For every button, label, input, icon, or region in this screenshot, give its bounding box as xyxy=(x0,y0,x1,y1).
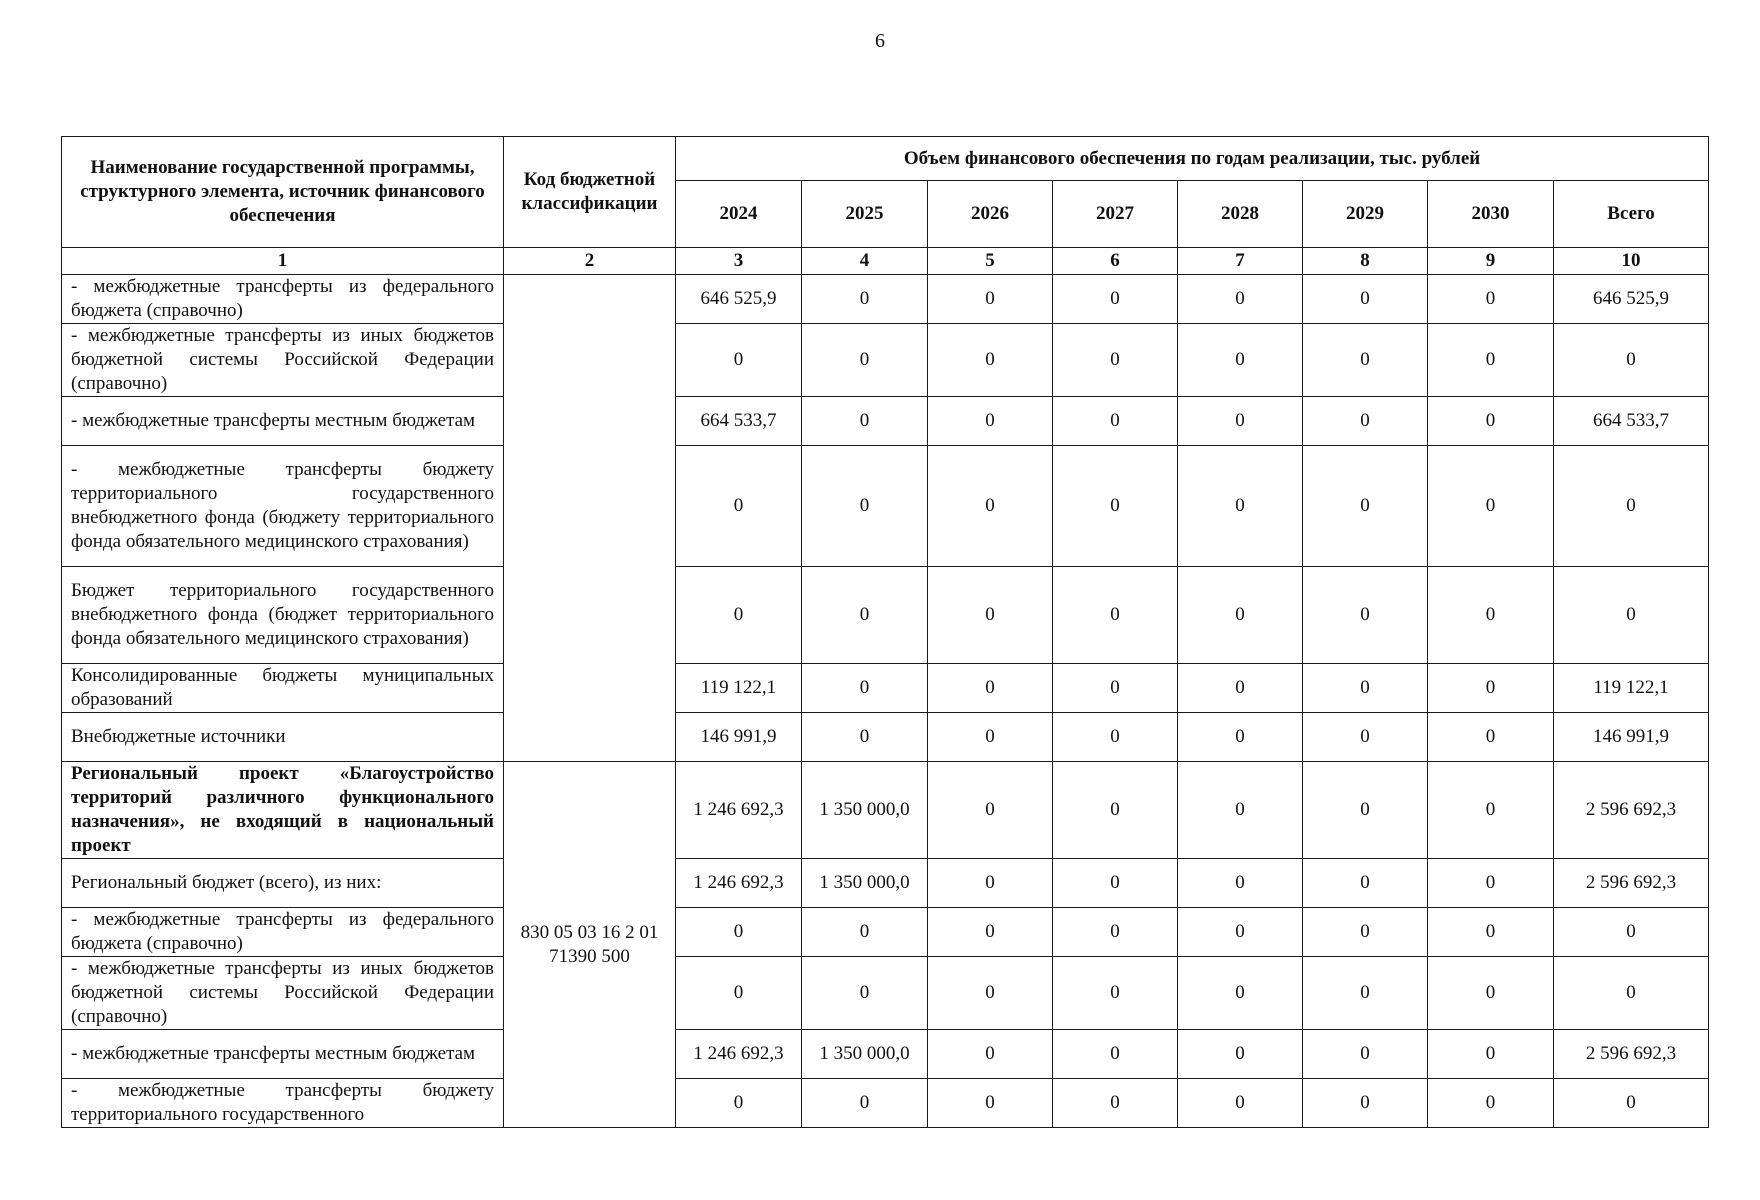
value-cell: 0 xyxy=(928,397,1053,446)
value-cell: 0 xyxy=(928,1030,1053,1079)
row-name: - межбюджетные трансферты из иных бюджетов бюджетной системы Российской Федерации (справочно) xyxy=(62,324,504,397)
total-cell: 0 xyxy=(1554,567,1709,664)
row-name: - межбюджетные трансферты местным бюджетам xyxy=(62,1030,504,1079)
code-cell-empty xyxy=(504,275,676,762)
value-cell: 0 xyxy=(676,957,802,1030)
value-cell: 0 xyxy=(802,275,928,324)
value-cell: 0 xyxy=(676,324,802,397)
total-cell: 2 596 692,3 xyxy=(1554,859,1709,908)
value-cell: 0 xyxy=(1303,446,1428,567)
value-cell: 0 xyxy=(1428,908,1554,957)
value-cell: 0 xyxy=(928,275,1053,324)
value-cell: 0 xyxy=(1053,275,1178,324)
total-cell: 2 596 692,3 xyxy=(1554,762,1709,859)
value-cell: 0 xyxy=(1053,567,1178,664)
value-cell: 0 xyxy=(1428,397,1554,446)
value-cell: 146 991,9 xyxy=(676,713,802,762)
value-cell: 1 246 692,3 xyxy=(676,859,802,908)
value-cell: 0 xyxy=(1053,1079,1178,1128)
value-cell: 0 xyxy=(1303,664,1428,713)
value-cell: 0 xyxy=(1428,567,1554,664)
value-cell: 0 xyxy=(1178,1030,1303,1079)
column-number: 2 xyxy=(504,248,676,275)
value-cell: 0 xyxy=(1178,446,1303,567)
value-cell: 0 xyxy=(1178,324,1303,397)
value-cell: 0 xyxy=(1428,664,1554,713)
total-cell: 0 xyxy=(1554,1079,1709,1128)
column-number: 5 xyxy=(928,248,1053,275)
column-number: 3 xyxy=(676,248,802,275)
total-cell: 0 xyxy=(1554,446,1709,567)
value-cell: 1 246 692,3 xyxy=(676,762,802,859)
row-name: - межбюджетные трансферты из федерального бюджета (справочно) xyxy=(62,275,504,324)
total-cell: 2 596 692,3 xyxy=(1554,1030,1709,1079)
header-year: 2030 xyxy=(1428,181,1554,248)
table-row xyxy=(62,397,1709,446)
total-cell: 146 991,9 xyxy=(1554,713,1709,762)
value-cell: 0 xyxy=(802,713,928,762)
total-cell: 0 xyxy=(1554,908,1709,957)
table-row xyxy=(62,567,1709,664)
value-cell: 1 350 000,0 xyxy=(802,762,928,859)
value-cell: 0 xyxy=(802,567,928,664)
value-cell: 0 xyxy=(928,713,1053,762)
header-year: 2029 xyxy=(1303,181,1428,248)
value-cell: 0 xyxy=(928,567,1053,664)
value-cell: 0 xyxy=(1053,324,1178,397)
value-cell: 0 xyxy=(1303,713,1428,762)
value-cell: 0 xyxy=(1303,762,1428,859)
value-cell: 0 xyxy=(1303,908,1428,957)
table-row xyxy=(62,664,1709,713)
value-cell: 0 xyxy=(802,446,928,567)
value-cell: 0 xyxy=(1178,397,1303,446)
value-cell: 0 xyxy=(802,908,928,957)
value-cell: 0 xyxy=(802,324,928,397)
header-year: 2024 xyxy=(676,181,802,248)
value-cell: 0 xyxy=(1428,275,1554,324)
table-row xyxy=(62,908,1709,957)
value-cell: 0 xyxy=(1428,762,1554,859)
value-cell: 0 xyxy=(1303,957,1428,1030)
value-cell: 0 xyxy=(1303,324,1428,397)
row-name: Региональный бюджет (всего), из них: xyxy=(62,859,504,908)
total-cell: 664 533,7 xyxy=(1554,397,1709,446)
total-cell: 0 xyxy=(1554,957,1709,1030)
header-year: 2027 xyxy=(1053,181,1178,248)
row-name: - межбюджетные трансферты местным бюджетам xyxy=(62,397,504,446)
value-cell: 0 xyxy=(1178,664,1303,713)
value-cell: 0 xyxy=(1428,859,1554,908)
value-cell: 0 xyxy=(1428,1030,1554,1079)
value-cell: 1 350 000,0 xyxy=(802,859,928,908)
header-year: 2028 xyxy=(1178,181,1303,248)
column-number: 9 xyxy=(1428,248,1554,275)
column-number: 8 xyxy=(1303,248,1428,275)
total-cell: 119 122,1 xyxy=(1554,664,1709,713)
total-cell: 646 525,9 xyxy=(1554,275,1709,324)
row-name: Региональный проект «Благоустройство территорий различного функционального назначения», не входящий в национальный проект xyxy=(62,762,504,859)
value-cell: 0 xyxy=(802,397,928,446)
value-cell: 0 xyxy=(1178,957,1303,1030)
page-number: 6 xyxy=(875,30,885,52)
row-name: Внебюджетные источники xyxy=(62,713,504,762)
header-name-column: Наименование государственной программы, структурного элемента, источник финансового обеспечения xyxy=(62,137,504,248)
row-name: Бюджет территориального государственного внебюджетного фонда (бюджет территориального фонда обязательного медицинского страхования) xyxy=(62,567,504,664)
table-row xyxy=(62,713,1709,762)
table-body xyxy=(62,275,1709,1128)
table-row xyxy=(62,957,1709,1030)
value-cell: 0 xyxy=(928,324,1053,397)
value-cell: 0 xyxy=(802,1079,928,1128)
table-row xyxy=(62,1030,1709,1079)
value-cell: 0 xyxy=(1428,957,1554,1030)
value-cell: 0 xyxy=(1178,567,1303,664)
financing-table xyxy=(61,136,1709,1128)
value-cell: 0 xyxy=(1053,446,1178,567)
value-cell: 0 xyxy=(928,859,1053,908)
value-cell: 0 xyxy=(676,1079,802,1128)
value-cell: 0 xyxy=(1303,1079,1428,1128)
value-cell: 0 xyxy=(1303,1030,1428,1079)
value-cell: 0 xyxy=(1053,397,1178,446)
row-name: - межбюджетные трансферты бюджету территориального государственного xyxy=(62,1079,504,1128)
value-cell: 0 xyxy=(1178,762,1303,859)
value-cell: 0 xyxy=(1053,859,1178,908)
row-name: Консолидированные бюджеты муниципальных образований xyxy=(62,664,504,713)
column-number: 10 xyxy=(1554,248,1709,275)
table-row xyxy=(62,324,1709,397)
value-cell: 0 xyxy=(1428,713,1554,762)
row-name: - межбюджетные трансферты из иных бюджетов бюджетной системы Российской Федерации (справочно) xyxy=(62,957,504,1030)
value-cell: 0 xyxy=(1053,957,1178,1030)
value-cell: 0 xyxy=(1178,908,1303,957)
table-row xyxy=(62,859,1709,908)
value-cell: 0 xyxy=(1303,275,1428,324)
header-code-column: Код бюджетной классификации xyxy=(504,137,676,248)
value-cell: 664 533,7 xyxy=(676,397,802,446)
value-cell: 0 xyxy=(928,664,1053,713)
column-number: 6 xyxy=(1053,248,1178,275)
table-row xyxy=(62,446,1709,567)
value-cell: 0 xyxy=(1428,1079,1554,1128)
value-cell: 0 xyxy=(1303,567,1428,664)
value-cell: 0 xyxy=(676,908,802,957)
table-row xyxy=(62,275,1709,324)
value-cell: 0 xyxy=(676,567,802,664)
value-cell: 0 xyxy=(1178,275,1303,324)
value-cell: 0 xyxy=(928,446,1053,567)
value-cell: 0 xyxy=(1053,908,1178,957)
value-cell: 0 xyxy=(802,664,928,713)
value-cell: 0 xyxy=(928,1079,1053,1128)
value-cell: 0 xyxy=(1053,713,1178,762)
column-number: 7 xyxy=(1178,248,1303,275)
value-cell: 0 xyxy=(928,957,1053,1030)
value-cell: 0 xyxy=(1053,664,1178,713)
value-cell: 0 xyxy=(1178,859,1303,908)
value-cell: 1 246 692,3 xyxy=(676,1030,802,1079)
value-cell: 0 xyxy=(1428,324,1554,397)
header-financing-group: Объем финансового обеспечения по годам реализации, тыс. рублей xyxy=(676,137,1709,181)
value-cell: 646 525,9 xyxy=(676,275,802,324)
table-row xyxy=(62,1079,1709,1128)
value-cell: 0 xyxy=(676,446,802,567)
value-cell: 0 xyxy=(802,957,928,1030)
value-cell: 0 xyxy=(928,908,1053,957)
total-cell: 0 xyxy=(1554,324,1709,397)
row-name: - межбюджетные трансферты из федерального бюджета (справочно) xyxy=(62,908,504,957)
value-cell: 0 xyxy=(1178,713,1303,762)
value-cell: 0 xyxy=(1303,859,1428,908)
budget-code: 830 05 03 16 2 01 71390 500 xyxy=(504,762,676,1128)
table-row xyxy=(62,762,1709,859)
row-name: - межбюджетные трансферты бюджету территориального государственного внебюджетного фонда (бюджету территориального фонда обязательного медицинского страхования) xyxy=(62,446,504,567)
column-number: 4 xyxy=(802,248,928,275)
value-cell: 0 xyxy=(1053,762,1178,859)
value-cell: 0 xyxy=(928,762,1053,859)
value-cell: 0 xyxy=(1053,1030,1178,1079)
header-year: 2025 xyxy=(802,181,928,248)
value-cell: 119 122,1 xyxy=(676,664,802,713)
value-cell: 0 xyxy=(1178,1079,1303,1128)
column-number: 1 xyxy=(62,248,504,275)
value-cell: 0 xyxy=(1428,446,1554,567)
header-total: Всего xyxy=(1554,181,1709,248)
header-year: 2026 xyxy=(928,181,1053,248)
value-cell: 1 350 000,0 xyxy=(802,1030,928,1079)
value-cell: 0 xyxy=(1303,397,1428,446)
